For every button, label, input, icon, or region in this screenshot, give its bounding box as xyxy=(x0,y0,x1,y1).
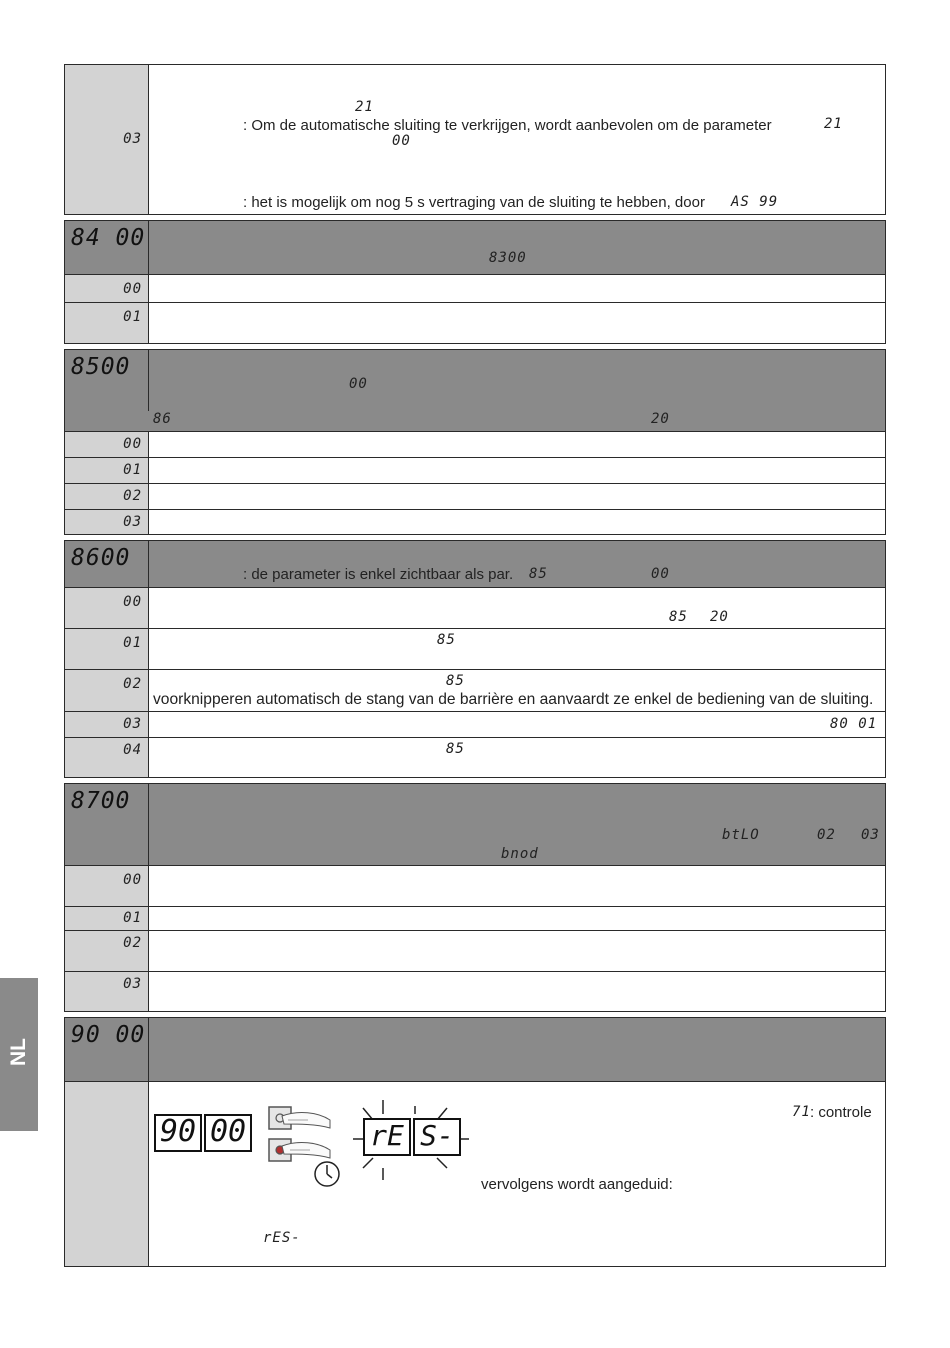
seg-as99: AS 99 xyxy=(731,194,779,210)
table-row xyxy=(65,628,885,669)
lcd-display-right: 00 xyxy=(204,1114,252,1152)
param-code-cell xyxy=(65,784,149,865)
value-cell xyxy=(65,588,149,628)
seg-res: rES- xyxy=(263,1230,301,1246)
value-cell xyxy=(65,458,149,483)
param-code-cell xyxy=(65,350,149,411)
press-buttons-illustration xyxy=(268,1106,348,1190)
value-cell xyxy=(65,670,149,711)
table-row xyxy=(65,587,885,628)
param-header xyxy=(65,541,885,587)
table-row xyxy=(65,483,885,509)
option-description: voorknipperen automatisch de stang van de barrière en aanvaardt ze enkel de bediening van de sluiting. xyxy=(153,691,874,708)
param-block-86 xyxy=(64,540,886,778)
value-code: 01 xyxy=(123,635,142,651)
value-code: 01 xyxy=(123,462,142,478)
param-block-continued xyxy=(64,64,886,215)
value-code: 03 xyxy=(123,716,142,732)
table-row xyxy=(65,906,885,930)
value-cell xyxy=(65,931,149,971)
auto-close-note: : Om de automatische sluiting te verkrijgen, wordt aanbevolen om de parameter xyxy=(243,117,772,134)
value-code: 01 xyxy=(123,910,142,926)
table-row xyxy=(65,431,885,457)
seg-ref-71: 71 xyxy=(792,1104,811,1120)
value-cell xyxy=(65,972,149,1011)
controle-label: : controle xyxy=(810,1104,872,1121)
value-cell xyxy=(65,65,149,214)
value-cell xyxy=(65,510,149,534)
table-row xyxy=(65,274,885,302)
param-code: 84 00 xyxy=(71,225,146,251)
language-tab-label: NL xyxy=(7,1038,30,1066)
seg-ref-85: 85 xyxy=(437,632,456,648)
value-code: 04 xyxy=(123,742,142,758)
table-row xyxy=(65,865,885,906)
param-block-87 xyxy=(64,783,886,1012)
seg-ref-8001: 80 01 xyxy=(830,716,878,732)
seg-ref-86: 86 xyxy=(153,411,172,427)
delay-note: : het is mogelijk om nog 5 s vertraging van de sluiting te hebben, door xyxy=(243,194,705,211)
table-row xyxy=(65,971,885,1011)
value-code: 00 xyxy=(123,594,142,610)
value-code: 02 xyxy=(123,488,142,504)
seg-ref-20: 20 xyxy=(710,609,729,625)
param-code: 8500 xyxy=(71,354,131,380)
lcd-display-res-right: S- xyxy=(413,1118,461,1156)
value-cell xyxy=(65,866,149,906)
value-cell xyxy=(65,303,149,343)
param-code: 8600 xyxy=(71,545,131,571)
table-row xyxy=(65,457,885,483)
seg-ref-8300: 8300 xyxy=(489,250,527,266)
seg-ref-85: 85 xyxy=(669,609,688,625)
seg-ref-85: 85 xyxy=(446,673,465,689)
lcd-display-res: rE xyxy=(363,1118,411,1156)
param-code-cell xyxy=(65,221,149,274)
seg-ref-02: 02 xyxy=(817,827,836,843)
param-code-cell xyxy=(65,541,149,587)
table-row xyxy=(65,302,885,343)
value-cell xyxy=(65,484,149,509)
value-code: 02 xyxy=(123,676,142,692)
value-code: 03 xyxy=(123,131,142,147)
param-code-cell xyxy=(65,1018,149,1081)
param-header xyxy=(65,784,885,865)
value-cell xyxy=(65,712,149,737)
value-cell xyxy=(65,1082,149,1266)
visibility-note: : de parameter is enkel zichtbaar als par. xyxy=(243,566,514,583)
table-row xyxy=(65,509,885,534)
seg-ref-85: 85 xyxy=(446,741,465,757)
seg-bnod: bnod xyxy=(501,846,539,862)
seg-btlo: btLO xyxy=(722,827,760,843)
value-cell xyxy=(65,432,149,457)
value-code: 03 xyxy=(123,976,142,992)
language-tab xyxy=(0,978,38,1131)
seg-ref-85: 85 xyxy=(529,566,548,582)
seg-ref-21-b: 21 xyxy=(824,116,843,132)
param-code: 8700 xyxy=(71,788,131,814)
value-cell xyxy=(65,629,149,669)
value-code: 01 xyxy=(123,309,142,325)
table-row xyxy=(65,737,885,777)
seg-ref-00: 00 xyxy=(392,133,411,149)
table-row xyxy=(65,930,885,971)
value-cell xyxy=(65,275,149,302)
param-header xyxy=(65,221,885,274)
param-block-85 xyxy=(64,349,886,535)
seg-ref-20: 20 xyxy=(651,411,670,427)
lcd-display-left: 90 xyxy=(154,1114,202,1152)
seg-ref-00: 00 xyxy=(651,566,670,582)
value-code: 00 xyxy=(123,436,142,452)
table-row xyxy=(65,711,885,737)
value-code: 02 xyxy=(123,935,142,951)
table-row xyxy=(65,1081,885,1266)
table-row xyxy=(65,669,885,711)
table-row xyxy=(65,65,885,214)
value-cell xyxy=(65,907,149,930)
param-code: 90 00 xyxy=(71,1022,146,1048)
vervolgens-label: vervolgens wordt aangeduid: xyxy=(481,1176,673,1193)
value-cell xyxy=(65,738,149,777)
value-code: 00 xyxy=(123,281,142,297)
seg-ref-03: 03 xyxy=(861,827,880,843)
param-header xyxy=(65,350,885,431)
seg-ref-21: 21 xyxy=(355,99,374,115)
value-code: 00 xyxy=(123,872,142,888)
param-block-84 xyxy=(64,220,886,344)
value-code: 03 xyxy=(123,514,142,530)
param-header xyxy=(65,1018,885,1081)
param-block-90 xyxy=(64,1017,886,1267)
seg-ref-00: 00 xyxy=(349,376,368,392)
